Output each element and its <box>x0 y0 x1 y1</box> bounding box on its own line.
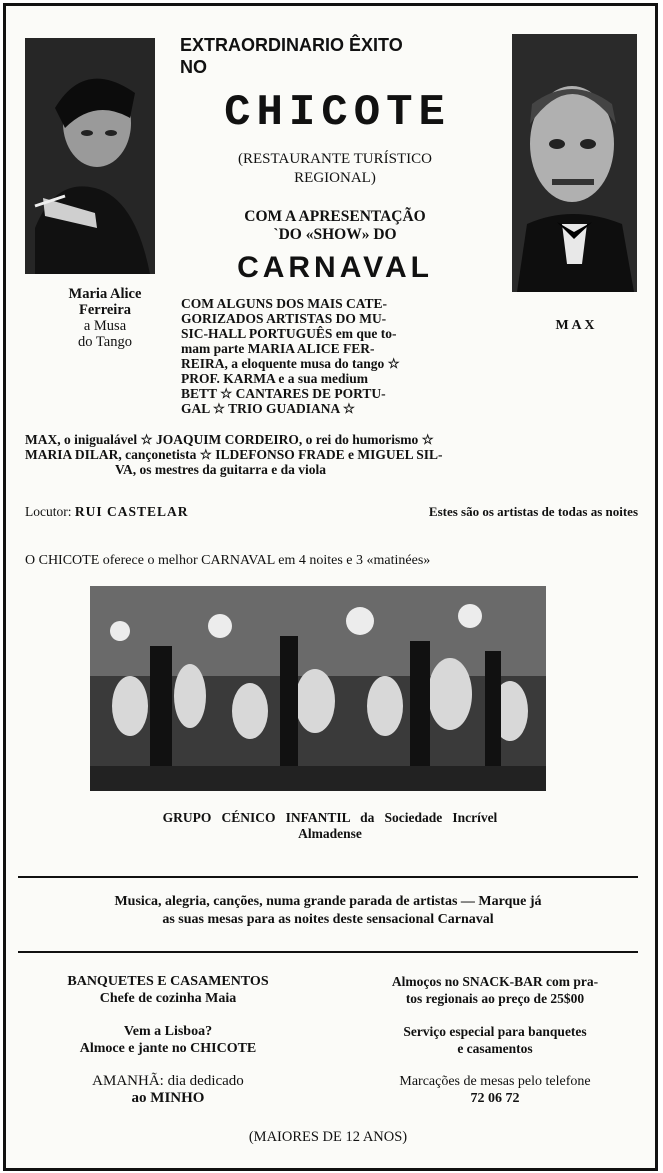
headline <box>180 34 510 78</box>
announcer <box>25 504 295 520</box>
right-column <box>340 973 650 1107</box>
caption-line: do Tango <box>78 334 132 350</box>
slogan <box>18 893 638 929</box>
lisbon-line: Vem a Lisboa? <box>123 1024 213 1039</box>
presenting-line: `DO «SHOW» DO <box>273 226 397 243</box>
nightly-note: Estes são os artistas de todas as noites <box>428 504 638 519</box>
artists-line: GORIZADOS ARTISTAS DO MU- <box>181 311 387 326</box>
phone-line: Marcações de mesas pelo telefone <box>399 1074 591 1089</box>
slogan-line: Musica, alegria, canções, numa grande parada de artistas — Marque já <box>114 894 542 909</box>
venue-subtitle <box>175 150 495 188</box>
artists-line: SIC-HALL PORTUGUÊS em que to- <box>181 326 397 341</box>
artists-wide-list <box>25 432 645 477</box>
artists-line: VA, os mestres da guitarra e da viola <box>115 462 326 477</box>
venue-name: CHICOTE <box>224 88 451 138</box>
banquets-title: BANQUETES E CASAMENTOS <box>67 974 269 989</box>
group-caption-line: Almadense <box>298 826 362 841</box>
chef-line: Chefe de cozinha Maia <box>99 991 237 1006</box>
presenting-line: COM A APRESENTAÇÃO <box>244 208 426 225</box>
left-column <box>18 973 318 1107</box>
age-note: (MAIORES DE 12 ANOS) <box>248 1129 408 1145</box>
service-line: e casamentos <box>457 1041 533 1056</box>
artists-line: BETT ☆ CANTARES DE PORTU- <box>181 386 386 401</box>
venue-sub-line: (RESTAURANTE TURÍSTICO <box>238 151 432 167</box>
caption-line: Ferreira <box>78 302 132 318</box>
service-line: Serviço especial para banquetes <box>403 1024 587 1039</box>
caption-line: Maria Alice <box>68 286 142 302</box>
artists-line: MARIA DILAR, cançonetista ☆ ILDEFONSO FRADE e MIGUEL SIL- <box>25 447 443 462</box>
artists-line: PROF. KARMA e a sua medium <box>181 371 369 386</box>
group-photo <box>90 586 546 791</box>
group-caption-line: GRUPO CÉNICO INFANTIL da Sociedade Incrível <box>162 810 498 825</box>
artists-line: MAX, o inigualável ☆ JOAQUIM CORDEIRO, o rei do humorismo ☆ <box>25 432 434 447</box>
headline-line: NO <box>180 57 207 77</box>
divider <box>18 876 638 878</box>
tomorrow-line: AMANHÃ: dia dedicado <box>92 1073 244 1089</box>
artists-line: mam parte MARIA ALICE FER- <box>181 341 375 356</box>
max-photo <box>512 34 637 292</box>
show-title: CARNAVAL <box>237 251 433 284</box>
caption-line: a Musa <box>83 318 127 334</box>
maria-alice-caption <box>25 286 185 350</box>
announcer-label: Locutor: <box>25 504 72 519</box>
presenting-text <box>175 208 495 244</box>
group-caption <box>40 810 620 842</box>
offer-text: O CHICOTE oferece o melhor CARNAVAL em 4 noites e 3 «matinées» <box>25 553 431 568</box>
venue-sub-line: REGIONAL) <box>294 170 376 186</box>
headline-line: EXTRAORDINARIO ÊXITO <box>180 35 403 55</box>
lisbon-line: Almoce e jante no CHICOTE <box>79 1041 257 1056</box>
tomorrow-line: ao MINHO <box>131 1090 205 1106</box>
announcer-name: RUI CASTELAR <box>74 504 189 519</box>
snack-line: Almoços no SNACK-BAR com pra- <box>391 974 599 989</box>
slogan-line: as suas mesas para as noites deste sensacional Carnaval <box>162 912 494 927</box>
artists-line: GAL ☆ TRIO GUADIANA ☆ <box>181 401 355 416</box>
artists-line: REIRA, a eloquente musa do tango ☆ <box>181 356 400 371</box>
max-caption: M A X <box>555 318 595 333</box>
snack-line: tos regionais ao preço de 25$00 <box>405 991 585 1006</box>
artists-list <box>181 296 501 416</box>
artists-line: COM ALGUNS DOS MAIS CATE- <box>181 296 388 311</box>
phone-number: 72 06 72 <box>470 1091 520 1106</box>
divider <box>18 951 638 953</box>
maria-alice-photo <box>25 38 155 274</box>
